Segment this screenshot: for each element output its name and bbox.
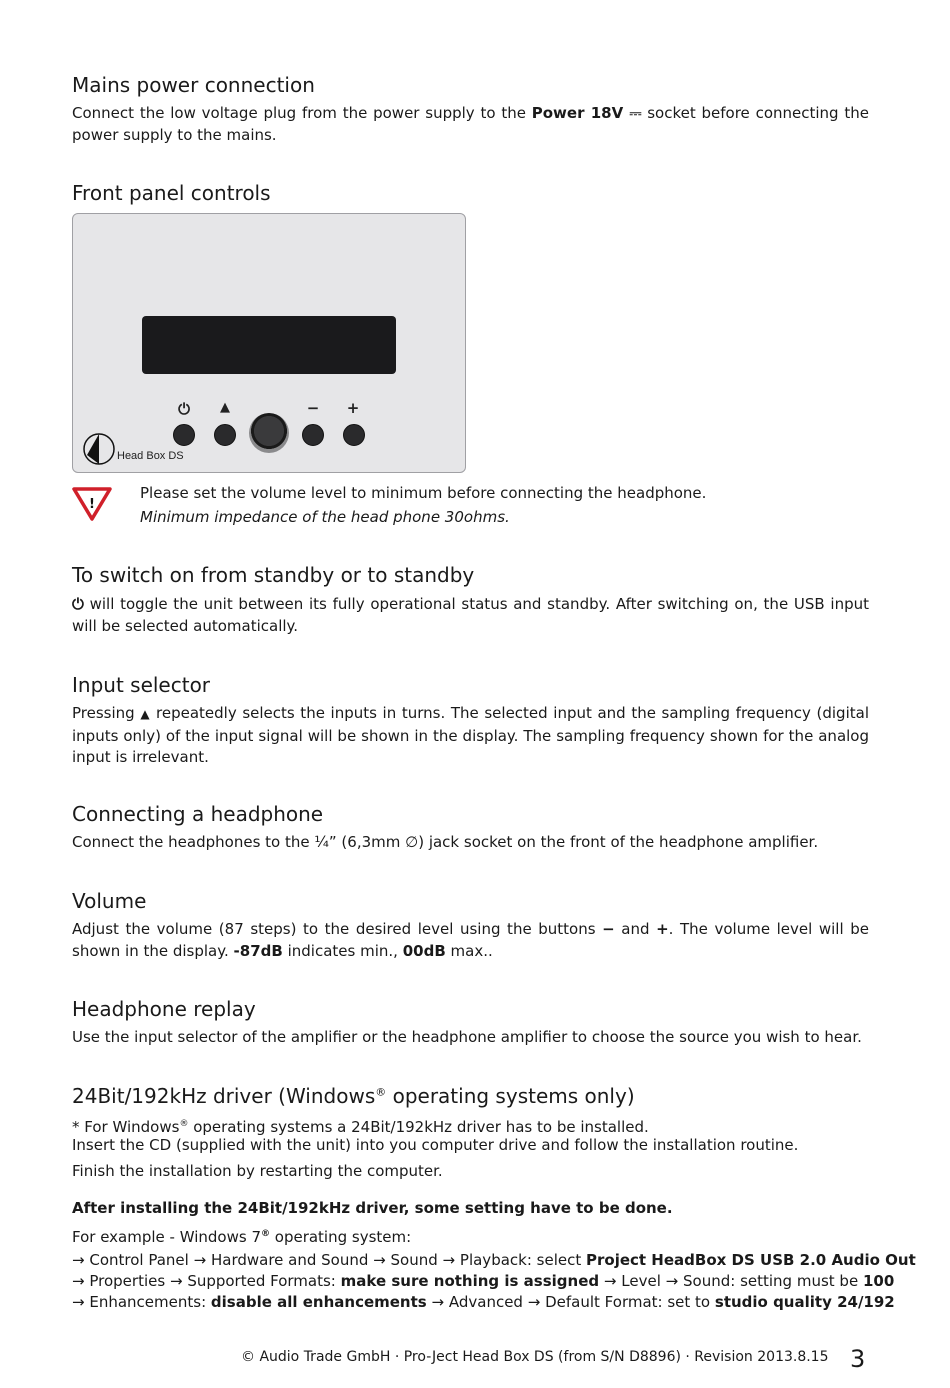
footer-text: © Audio Trade GmbH · Pro-Ject Head Box DS (from S/N D8896) · Revision 2013.8.15 bbox=[241, 1349, 829, 1365]
standby-body: will toggle the unit between its fully operational status and standby. After switching on, the USB input will be selected automatically. bbox=[72, 595, 869, 635]
arrow-right-icon: → bbox=[72, 1293, 85, 1311]
minus-symbol: − bbox=[306, 399, 320, 417]
volume-text-4: max.. bbox=[450, 941, 493, 960]
mains-text-2: socket before connecting the power supply to the mains. bbox=[72, 104, 869, 144]
driver-line-1-reg: ® bbox=[179, 1119, 189, 1129]
front-panel-title: Front panel controls bbox=[72, 181, 271, 205]
path-1-d: Playback: select bbox=[459, 1251, 582, 1269]
warning-text bbox=[140, 481, 706, 529]
input-selector-text bbox=[72, 703, 869, 769]
warning-line-1: Please set the volume level to minimum before connecting the headphone. bbox=[140, 484, 707, 502]
path-1-c: Sound bbox=[390, 1251, 438, 1269]
headphone-text: Connect the headphones to the ¼” (6,3mm ∅) jack socket on the front of the headphone amplifier. bbox=[72, 833, 819, 851]
volume-down-button bbox=[302, 424, 324, 446]
input-button bbox=[214, 424, 236, 446]
project-logo-icon bbox=[83, 433, 115, 465]
driver-title bbox=[72, 1084, 635, 1108]
path-1-b: Hardware and Sound bbox=[210, 1251, 369, 1269]
arrow-right-icon: → bbox=[603, 1272, 617, 1290]
panel-brand-label: Head Box DS bbox=[117, 450, 184, 462]
arrow-right-icon: → bbox=[665, 1272, 679, 1290]
warning-line-2: Minimum impedance of the head phone 30ohms. bbox=[140, 508, 510, 526]
input-selector-text-1: Pressing bbox=[72, 704, 135, 722]
path-3-c-emph: studio quality 24/192 bbox=[714, 1293, 895, 1311]
headphone-title: Connecting a headphone bbox=[72, 802, 324, 826]
driver-line-3: Finish the installation by restarting the computer. bbox=[72, 1162, 443, 1180]
standby-text bbox=[72, 594, 869, 637]
input-symbol: ▲ bbox=[220, 400, 230, 415]
driver-title-2: operating systems only) bbox=[386, 1084, 635, 1108]
volume-min-value: -87dB bbox=[233, 941, 283, 960]
volume-text bbox=[72, 919, 869, 962]
volume-plus-glyph: + bbox=[656, 920, 669, 938]
driver-example bbox=[72, 1224, 869, 1249]
path-3-c: Default Format: set to bbox=[545, 1293, 711, 1311]
driver-path-2 bbox=[72, 1271, 895, 1293]
arrow-right-icon: → bbox=[431, 1293, 445, 1311]
replay-title: Headphone replay bbox=[72, 997, 256, 1021]
driver-title-reg: ® bbox=[375, 1085, 387, 1099]
driver-title-1: 24Bit/192kHz driver (Windows bbox=[72, 1084, 376, 1108]
driver-path-1 bbox=[72, 1250, 916, 1272]
path-2-c: Level bbox=[621, 1272, 661, 1290]
volume-text-2: . The volume level will be shown in the display. bbox=[72, 920, 869, 960]
driver-path-3 bbox=[72, 1292, 895, 1314]
path-2-a: Properties bbox=[89, 1272, 166, 1290]
volume-minus-glyph: − bbox=[602, 920, 615, 938]
mains-text bbox=[72, 103, 869, 146]
driver-line-2: Insert the CD (supplied with the unit) into you computer drive and follow the installation routine. bbox=[72, 1136, 799, 1154]
driver-example-reg: ® bbox=[261, 1229, 270, 1239]
volume-title: Volume bbox=[72, 889, 147, 913]
mains-text-1: Connect the low voltage plug from the power supply to the bbox=[72, 104, 526, 122]
mains-title: Mains power connection bbox=[72, 73, 315, 97]
path-2-b-emph: make sure nothing is assigned bbox=[340, 1272, 600, 1290]
arrow-right-icon: → bbox=[72, 1251, 85, 1269]
arrow-right-icon: → bbox=[72, 1272, 85, 1290]
page-number: 3 bbox=[850, 1345, 866, 1373]
path-2-d-emph: 100 bbox=[862, 1272, 895, 1290]
volume-and: and bbox=[621, 920, 650, 938]
power-button bbox=[173, 424, 195, 446]
replay-text: Use the input selector of the amplifier or the headphone amplifier to choose the source you wish to hear. bbox=[72, 1028, 862, 1046]
volume-text-3: indicates min., bbox=[287, 941, 398, 960]
volume-knob bbox=[249, 413, 289, 453]
path-3-a: Enhancements: bbox=[89, 1293, 207, 1311]
driver-after-install: After installing the 24Bit/192kHz driver, some setting have to be done. bbox=[72, 1199, 673, 1217]
driver-example-a: For example - Windows 7 bbox=[72, 1228, 261, 1246]
driver-example-b: operating system: bbox=[270, 1228, 412, 1246]
volume-text-1: Adjust the volume (87 steps) to the desired level using the buttons bbox=[72, 920, 596, 938]
arrow-right-icon: → bbox=[442, 1251, 456, 1269]
volume-up-button bbox=[343, 424, 365, 446]
panel-display bbox=[142, 316, 396, 374]
path-1-d-emph: Project HeadBox DS USB 2.0 Audio Out bbox=[586, 1251, 916, 1269]
plus-symbol: + bbox=[346, 399, 360, 417]
arrow-right-icon: → bbox=[373, 1251, 386, 1269]
warning-icon bbox=[72, 486, 112, 522]
volume-max-value: 00dB bbox=[402, 941, 446, 960]
arrow-right-icon: → bbox=[169, 1272, 183, 1290]
triangle-up-icon: ▲ bbox=[140, 707, 151, 721]
driver-line-1a: * For Windows bbox=[72, 1118, 180, 1136]
input-selector-text-2: repeatedly selects the inputs in turns. The selected input and the sampling frequency (digital inputs only) of the input signal will be shown in the display. The sampling frequency shown for the analog input is irrelevant. bbox=[72, 704, 869, 766]
standby-title: To switch on from standby or to standby bbox=[72, 563, 475, 587]
front-panel-illustration bbox=[72, 213, 466, 473]
arrow-right-icon: → bbox=[193, 1251, 207, 1269]
path-3-b: Advanced bbox=[448, 1293, 523, 1311]
path-3-a-emph: disable all enhancements bbox=[210, 1293, 427, 1311]
path-1-a: Control Panel bbox=[89, 1251, 189, 1269]
path-2-b: Supported Formats: bbox=[187, 1272, 336, 1290]
power-glyph-icon: ⏻ bbox=[72, 595, 84, 613]
mains-emph: Power 18V ⎓ bbox=[531, 104, 642, 122]
path-2-d: Sound: setting must be bbox=[683, 1272, 859, 1290]
driver-line-1b: operating systems a 24Bit/192kHz driver has to be installed. bbox=[188, 1118, 649, 1136]
arrow-right-icon: → bbox=[527, 1293, 541, 1311]
power-symbol: ⏻ bbox=[178, 400, 190, 418]
input-selector-title: Input selector bbox=[72, 673, 211, 697]
svg-text:!: ! bbox=[89, 497, 95, 512]
